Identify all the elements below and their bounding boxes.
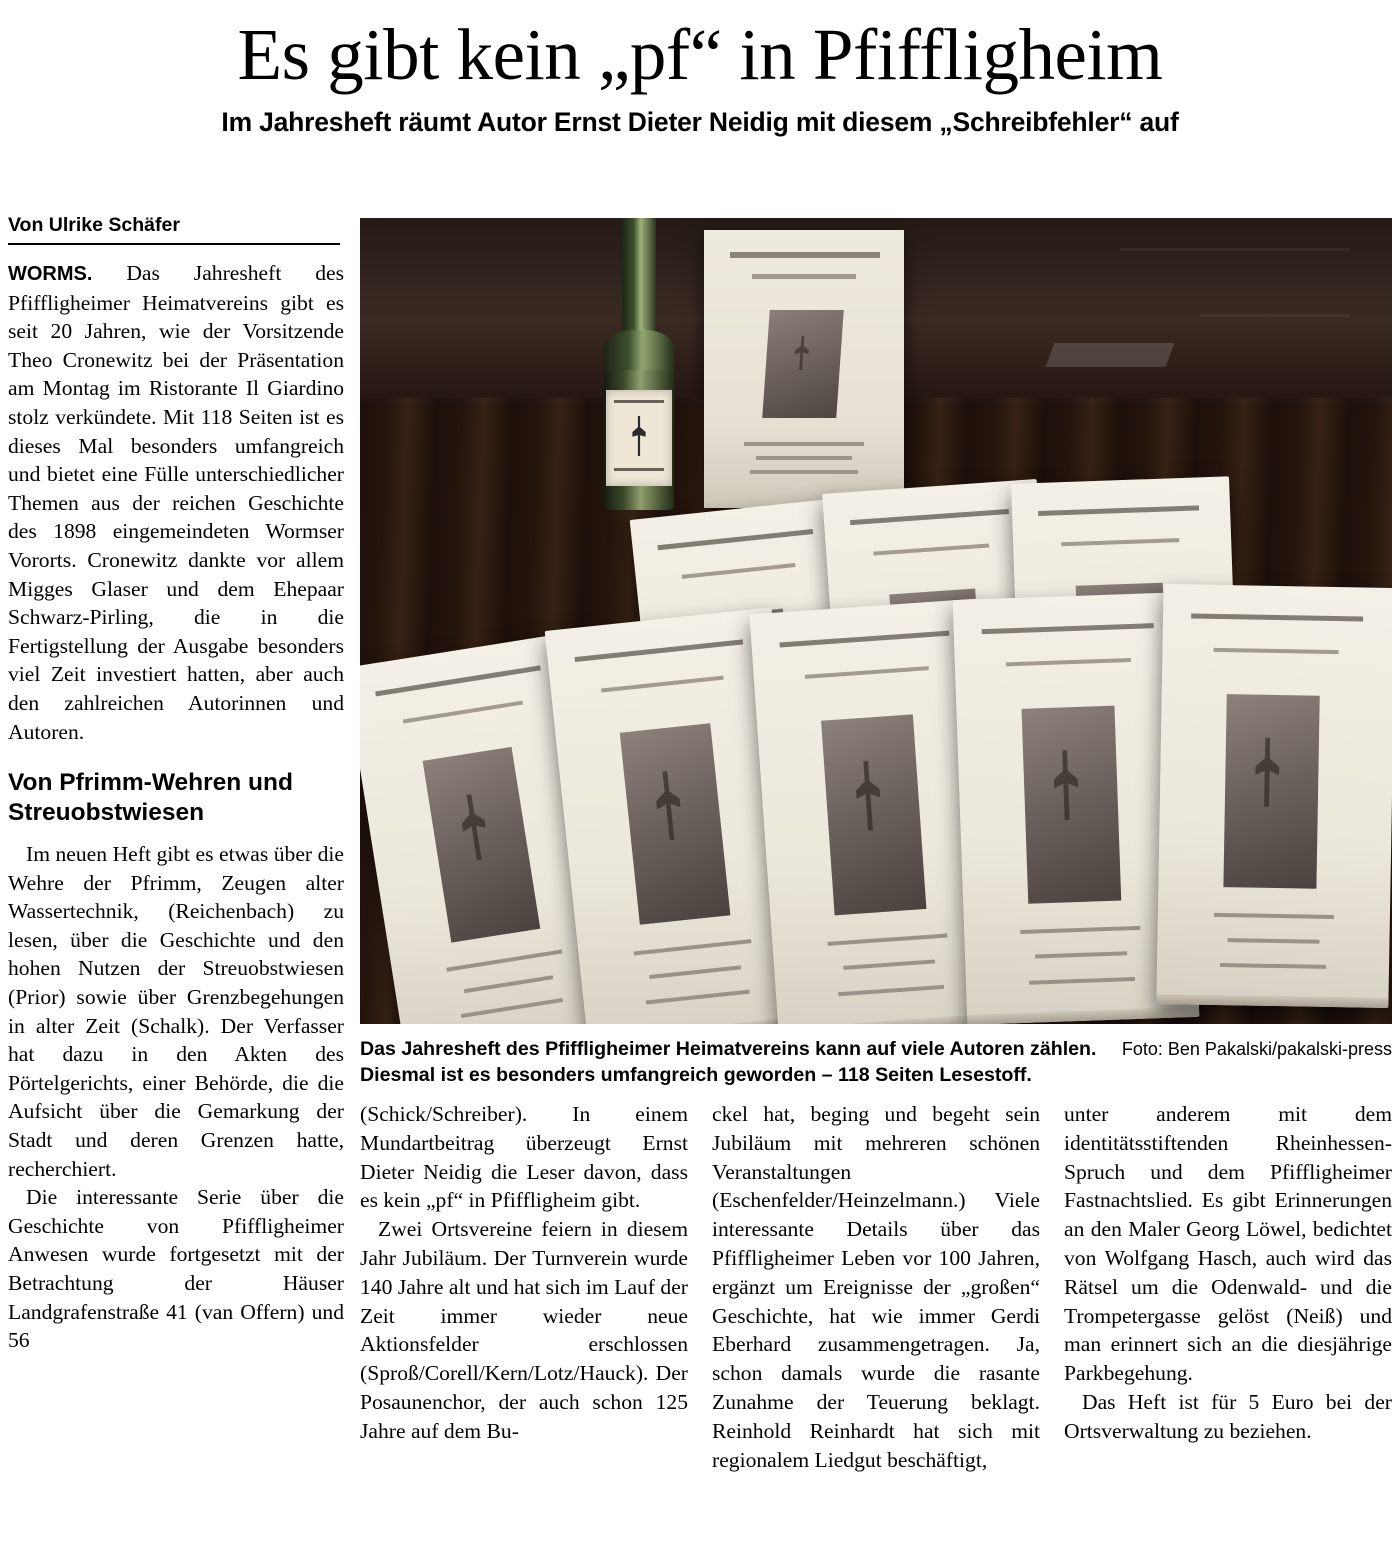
booklet-title-line bbox=[982, 623, 1154, 634]
column-1 bbox=[360, 1100, 688, 1474]
booklet-subtitle-line bbox=[1061, 538, 1179, 546]
article-photo-block bbox=[360, 218, 1392, 1088]
booklet-title-line bbox=[1038, 505, 1199, 516]
booklet-subtitle-line bbox=[874, 543, 990, 555]
booklet-title-line bbox=[575, 640, 743, 663]
paragraph: Zwei Ortsvereine feiern in diesem Jahr Jubiläum. Der Turnverein wurde 140 Jahre alt und hat sich im Lauf der Zeit immer wieder neue Aktionsfelder erschlossen (Sproß/Corell/Kern/Lotz/Hauck). Der Posaunenchor, der auch schon 125 Jahre auf dem Bu- bbox=[360, 1217, 688, 1443]
booklet-title-line bbox=[375, 665, 540, 696]
lead-paragraph bbox=[8, 259, 344, 746]
booklet-footer-line bbox=[1020, 925, 1141, 933]
cover-stone-photo bbox=[620, 723, 731, 925]
paragraph: Die interessante Serie über die Geschichte von Pfiffligheimer Anwesen wurde fortgesetzt mit der Betrachtung der Häuser Landgrafenstraße 41 (van Offern) und 56 bbox=[8, 1185, 344, 1353]
paragraph: Im neuen Heft gibt es etwas über die Wehre der Pfrimm, Zeugen alter Wassertechnik, (Reichenbach) zu lesen, über die Geschichte und den hohen Nutzen der Streuobstwiesen (Prior) sowie über Grenzbegehungen in alter Zeit (Schalk). Der Verfasser hat dazu in den Akten des Pörtelgerichts, einer Behörde, die die Aufsicht über die Gemarkung der Stadt und deren Grenzen hatte, recherchiert. bbox=[8, 842, 344, 1181]
tree-icon bbox=[628, 416, 650, 456]
cover-stone-photo bbox=[1021, 705, 1121, 904]
lower-columns bbox=[360, 1100, 1392, 1474]
newspaper-page bbox=[0, 14, 1400, 1554]
subsection-title: Von Pfrimm-Wehren und Streuobstwiesen bbox=[8, 769, 293, 827]
booklet-footer-line bbox=[750, 470, 858, 474]
booklet-subtitle-line bbox=[804, 666, 928, 679]
booklet-footer-line bbox=[756, 456, 852, 460]
booklet-footer-line bbox=[744, 442, 864, 446]
bottle-label bbox=[606, 390, 672, 486]
booklet-title-line bbox=[658, 529, 813, 550]
photo-caption bbox=[360, 1036, 1392, 1088]
lead-paragraph-block bbox=[8, 259, 344, 746]
booklet-title-line bbox=[779, 630, 949, 647]
chair-leg bbox=[1046, 343, 1175, 367]
photo-credit: Foto: Ben Pakalski/pakalski-press bbox=[1121, 1039, 1392, 1059]
booklet-footer-line bbox=[838, 984, 944, 995]
booklet-subtitle-line bbox=[682, 563, 795, 579]
floor-line bbox=[1200, 314, 1350, 317]
booklet-footer-line bbox=[843, 959, 935, 969]
paragraph: unter anderem mit dem identitätsstiftenden Rheinhessen-Spruch und dem Pfiffligheimer Fastnachtslied. Es gibt Erinnerungen an den Maler Georg Löwel, bedichtet von Wolfgang Hasch, auch wird das Rätsel um die Odenwald- und die Trompetergasse gelöst (Neiß) und man erinnert sich an die diesjährige Parkbegehung. bbox=[1064, 1102, 1392, 1386]
dateline: WORMS. bbox=[8, 263, 93, 285]
page-subtitle: Im Jahresheft räumt Autor Ernst Dieter Neidig mit diesem „Schreibfehler“ auf bbox=[221, 107, 1179, 137]
booklet-footer-line bbox=[1029, 977, 1136, 985]
paragraph: ckel hat, beging und begeht sein Jubiläum mit mehreren schönen Veranstaltungen (Eschenfelder/Heinzelmann.) Viele interessante Details über das Pfiffligheimer Leben vor 100 Jahren, ergänzt um Ereignisse der „großen“ Geschichte, hat wie immer Gerdi Eberhard zusammengetragen. Ja, schon damals wurde die rasante Zunahme der Teuerung beklagt. Reinhold Reinhardt hat sich mit regionalem Liedgut beschäftigt, bbox=[712, 1102, 1040, 1472]
booklet-subtitle-line bbox=[601, 676, 724, 693]
label-line bbox=[614, 468, 664, 471]
booklet-footer-line bbox=[633, 939, 751, 955]
standing-booklet bbox=[704, 230, 904, 508]
booklet-footer-line bbox=[1214, 913, 1335, 919]
lead-text: Das Jahresheft des Pfiffligheimer Heimatvereins gibt es seit 20 Jahren, wie der Vorsitzende Theo Cronewitz bei der Präsentation am Montag im Ristorante Il Giardino stolz verkündete. Mit 118 Seiten ist es dieses Mal besonders umfangreich und bietet eine Fülle unterschiedlicher Themen aus der reichen Geschichte des 1898 eingemeindeten Wormser Vororts. Cronewitz dankte vor allem Migges Glaser und dem Ehepaar Schwarz-Pirling, die in die Fertigstellung der Ausgabe besonders viel Zeit investiert hatten, aber auch den zahlreichen Autorinnen und Autoren. bbox=[8, 261, 344, 744]
byline: Von Ulrike Schäfer bbox=[8, 214, 180, 236]
column-left bbox=[8, 214, 344, 1355]
booklet-footer-line bbox=[828, 933, 948, 945]
cover-stone-photo bbox=[423, 747, 541, 943]
booklet-footer-line bbox=[650, 965, 741, 979]
booklet-footer-line bbox=[1035, 951, 1128, 958]
cover-stone-photo bbox=[1223, 694, 1319, 889]
booklet-subtitle-line bbox=[752, 274, 856, 279]
booklet-footer-line bbox=[1220, 963, 1327, 969]
floor-line bbox=[1120, 248, 1350, 251]
booklet-footer-line bbox=[1227, 938, 1320, 944]
left-column-text bbox=[8, 840, 344, 1355]
label-line bbox=[614, 400, 664, 403]
booklet-footer-line bbox=[463, 975, 553, 993]
byline-divider bbox=[8, 243, 340, 245]
booklet-footer-line bbox=[460, 998, 563, 1018]
page-title: Es gibt kein „pf“ in Pfiffligheim bbox=[237, 14, 1163, 95]
photo-caption-text: Das Jahresheft des Pfiffligheimer Heimatvereins kann auf viele Autoren zählen. Diesmal ist es besonders umfangreich geworden – 118 Seiten Lesestoff. bbox=[360, 1038, 1097, 1086]
column-3 bbox=[1064, 1100, 1392, 1474]
booklet-title-line bbox=[850, 509, 1009, 525]
cover-stone-photo bbox=[821, 714, 926, 915]
cover-stone-photo bbox=[762, 310, 844, 418]
wine-bottle bbox=[592, 218, 688, 512]
column-2 bbox=[712, 1100, 1040, 1474]
photo-image bbox=[360, 218, 1392, 1024]
booklet bbox=[1156, 584, 1392, 1008]
bottle-neck bbox=[622, 218, 656, 342]
paragraph: Das Heft ist für 5 Euro bei der Ortsverwaltung zu beziehen. bbox=[1064, 1389, 1392, 1443]
booklet-title-line bbox=[1191, 614, 1363, 622]
paragraph: (Schick/Schreiber). In einem Mundartbeitrag überzeugt Ernst Dieter Neidig die Leser davon, dass es kein „pf“ in Pfiffligheim gibt. bbox=[360, 1102, 688, 1213]
booklet-footer-line bbox=[645, 990, 750, 1005]
booklet-title-line bbox=[730, 252, 880, 258]
booklet-subtitle-line bbox=[1214, 648, 1339, 654]
booklet-subtitle-line bbox=[402, 701, 523, 724]
booklet-footer-line bbox=[446, 949, 562, 971]
booklet-subtitle-line bbox=[1006, 658, 1131, 666]
